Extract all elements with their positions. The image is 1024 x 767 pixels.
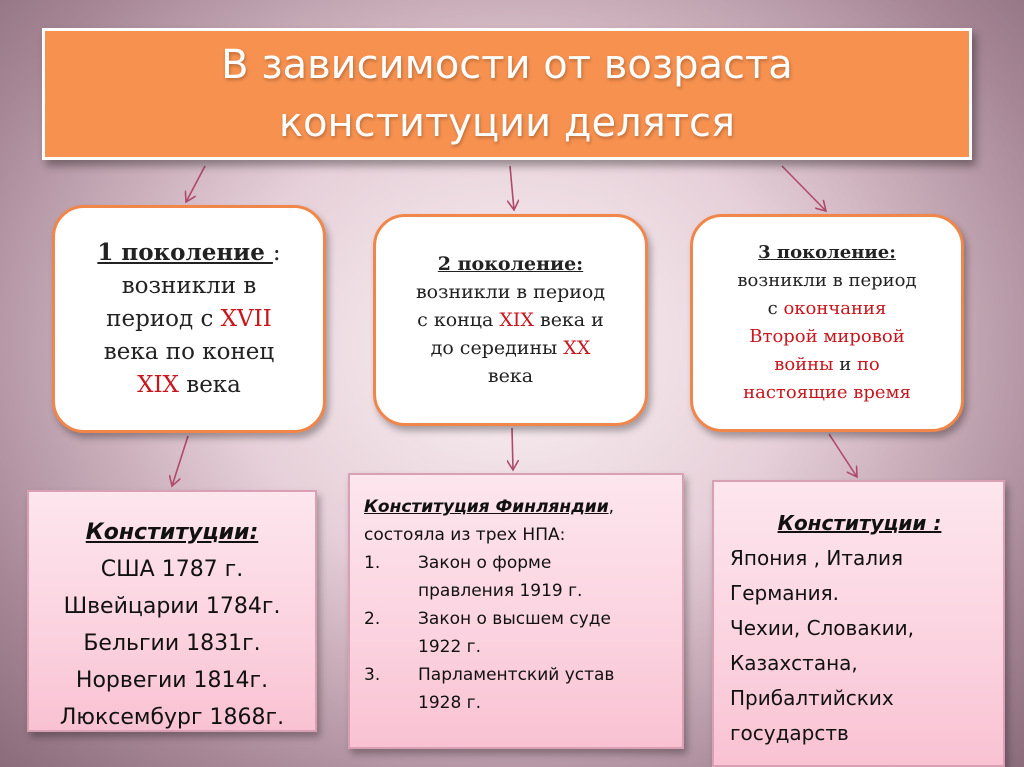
list-item: Прибалтийских [730,686,894,710]
list-item: Германия. [730,581,840,605]
title-line-2: конституции делятся [278,100,736,146]
generation-2-heading: 2 поколение: [437,253,584,275]
list-item: США 1787 г. [100,557,244,582]
arrow-title-to-gen1 [186,166,205,202]
list-item: 1. Закон о форме правления 1919 г. [364,553,583,601]
arrow-gen2-to-mid-box [512,428,513,470]
title-box [42,28,972,160]
list-item: Люксембург 1868г. [59,705,285,730]
constitution-finland-box: Конституция Финляндии, состояла из трех НПА: 1. Закон о форме правления 1919 г. 2. Закон о высшем суде 1922 г. 3. Парламентский устав 1928 г. [348,473,684,749]
constitution-finland-heading: Конституция Финляндии [364,497,609,517]
generation-1-heading: 1 поколение [97,239,273,266]
list-item: 2. Закон о высшем суде 1922 г. [364,609,611,657]
constitutions-gen3-box [712,480,1005,767]
constitutions-gen3-heading: Конституции : [777,511,942,535]
arrow-gen1-to-left-box [172,436,188,486]
list-item: 3. Парламентский устав 1928 г. [364,665,615,713]
generation-3-heading: 3 поколение: [758,242,896,263]
list-item: Чехии, Словакии, [730,616,915,640]
list-item: Бельгии 1831г. [83,631,261,656]
title-line-1: В зависимости от возраста [221,42,793,88]
arrow-gen3-to-right-box [829,434,857,477]
generation-2-box: 2 поколение: возникли в период с конца XIX века и до середины XX века [373,214,648,426]
list-item: Казахстана, [730,651,858,675]
list-item: Норвегии 1814г. [75,668,269,693]
title-text [221,36,793,152]
generation-3-box: 3 поколение: возникли в период с окончания Второй мировой войны и по настоящие время [690,214,964,432]
constitutions-gen1-box [27,490,317,732]
list-item: Швейцарии 1784г. [63,594,281,619]
arrow-title-to-gen2 [510,166,514,210]
constitution-finland-intro: состояла из трех НПА: [364,525,566,545]
arrow-title-to-gen3 [782,166,826,211]
constitutions-gen1-heading: Конституции: [85,520,259,545]
list-item: государств [730,721,849,745]
generation-1-box: 1 поколение : возникли в период с XVII века по конец XIX века [52,205,326,433]
list-item: Япония , Италия [730,546,904,570]
